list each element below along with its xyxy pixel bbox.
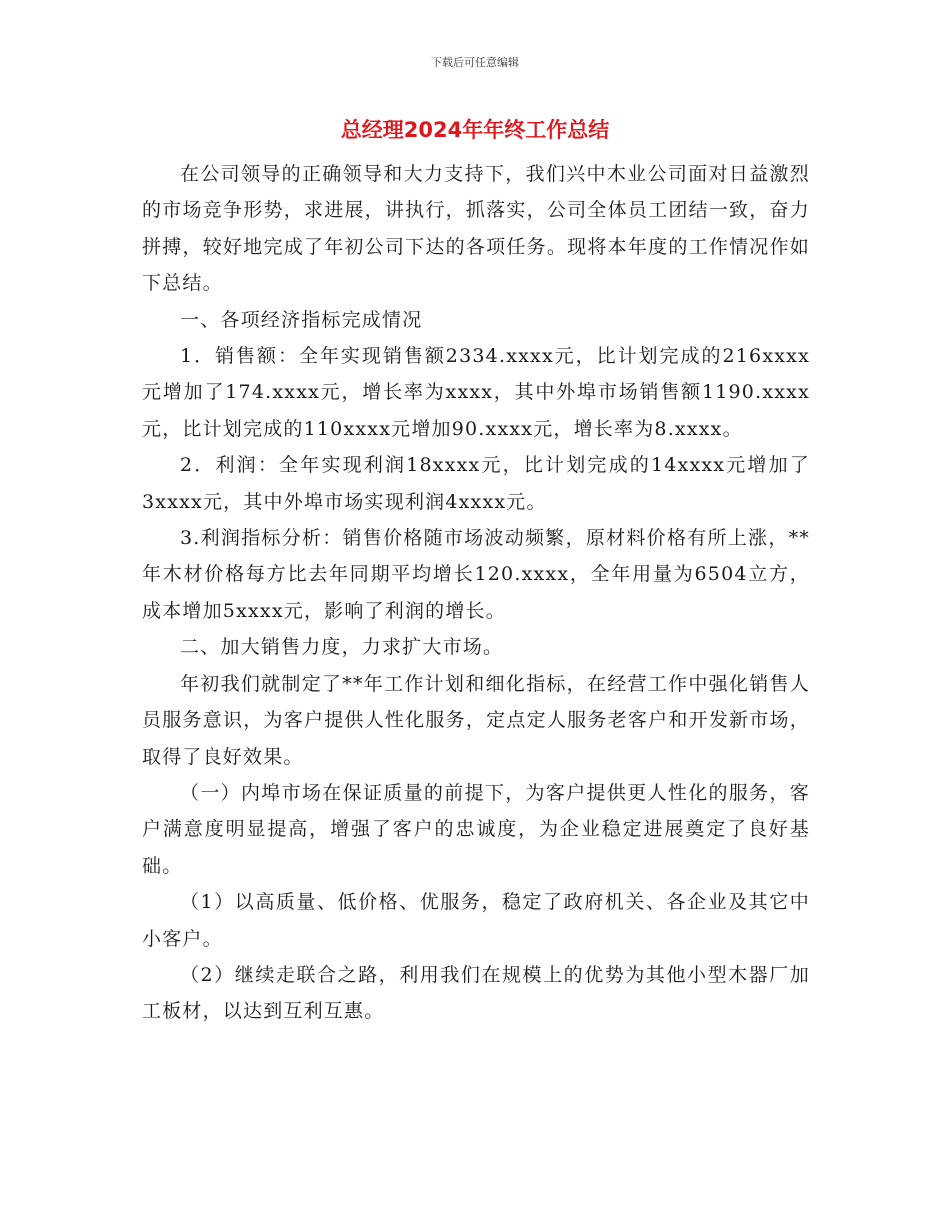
page-header: 下载后可任意编辑 xyxy=(431,56,519,69)
paragraph-profit-analysis: 3.利润指标分析：销售价格随市场波动频繁，原材料价格有所上涨，**年木材价格每方比去年同期平均增长120.xxxx，全年用量为6504立方，成本增加5xxxx元，影响了利润的增长。 xyxy=(142,527,810,622)
document-body xyxy=(142,156,810,1030)
paragraph-item-2: （2）继续走联合之路，利用我们在规模上的优势为其他小型木器厂加工板材，以达到互利互惠。 xyxy=(142,963,810,1023)
paragraph-profit: 2．利润：全年实现利润18xxxx元，比计划完成的14xxxx元增加了3xxxx元，其中外埠市场实现利润4xxxx元。 xyxy=(142,454,810,513)
paragraph-local-market: （一）内埠市场在保证质量的前提下，为客户提供更人性化的服务，客户满意度明显提高，增强了客户的忠诚度，为企业稳定进展奠定了良好基础。 xyxy=(142,781,810,877)
paragraph-item-1: （1）以高质量、低价格、优服务，稳定了政府机关、各企业及其它中小客户。 xyxy=(142,891,810,950)
paragraph-intro: 在公司领导的正确领导和大力支持下，我们兴中木业公司面对日益激烈的市场竞争形势，求进展，讲执行，抓落实，公司全体员工团结一致，奋力拼搏，较好地完成了年初公司下达的各项任务。现将本年度的工作情况作如下总结。 xyxy=(142,163,810,295)
section-heading-1: 一、各项经济指标完成情况 xyxy=(180,308,423,331)
paragraph-plan: 年初我们就制定了**年工作计划和细化指标，在经营工作中强化销售人员服务意识，为客户提供人性化服务，定点定人服务老客户和开发新市场，取得了良好效果。 xyxy=(142,672,810,768)
paragraph-sales: 1．销售额：全年实现销售额2334.xxxx元，比计划完成的216xxxx元增加了174.xxxx元，增长率为xxxx，其中外埠市场销售额1190.xxxx元，比计划完成的110xxxx元增加90.xxxx元，增长率为8.xxxx。 xyxy=(142,345,810,440)
document-title: 总经理2024年年终工作总结 xyxy=(340,118,610,142)
section-heading-2: 二、加大销售力度，力求扩大市场。 xyxy=(180,636,504,659)
